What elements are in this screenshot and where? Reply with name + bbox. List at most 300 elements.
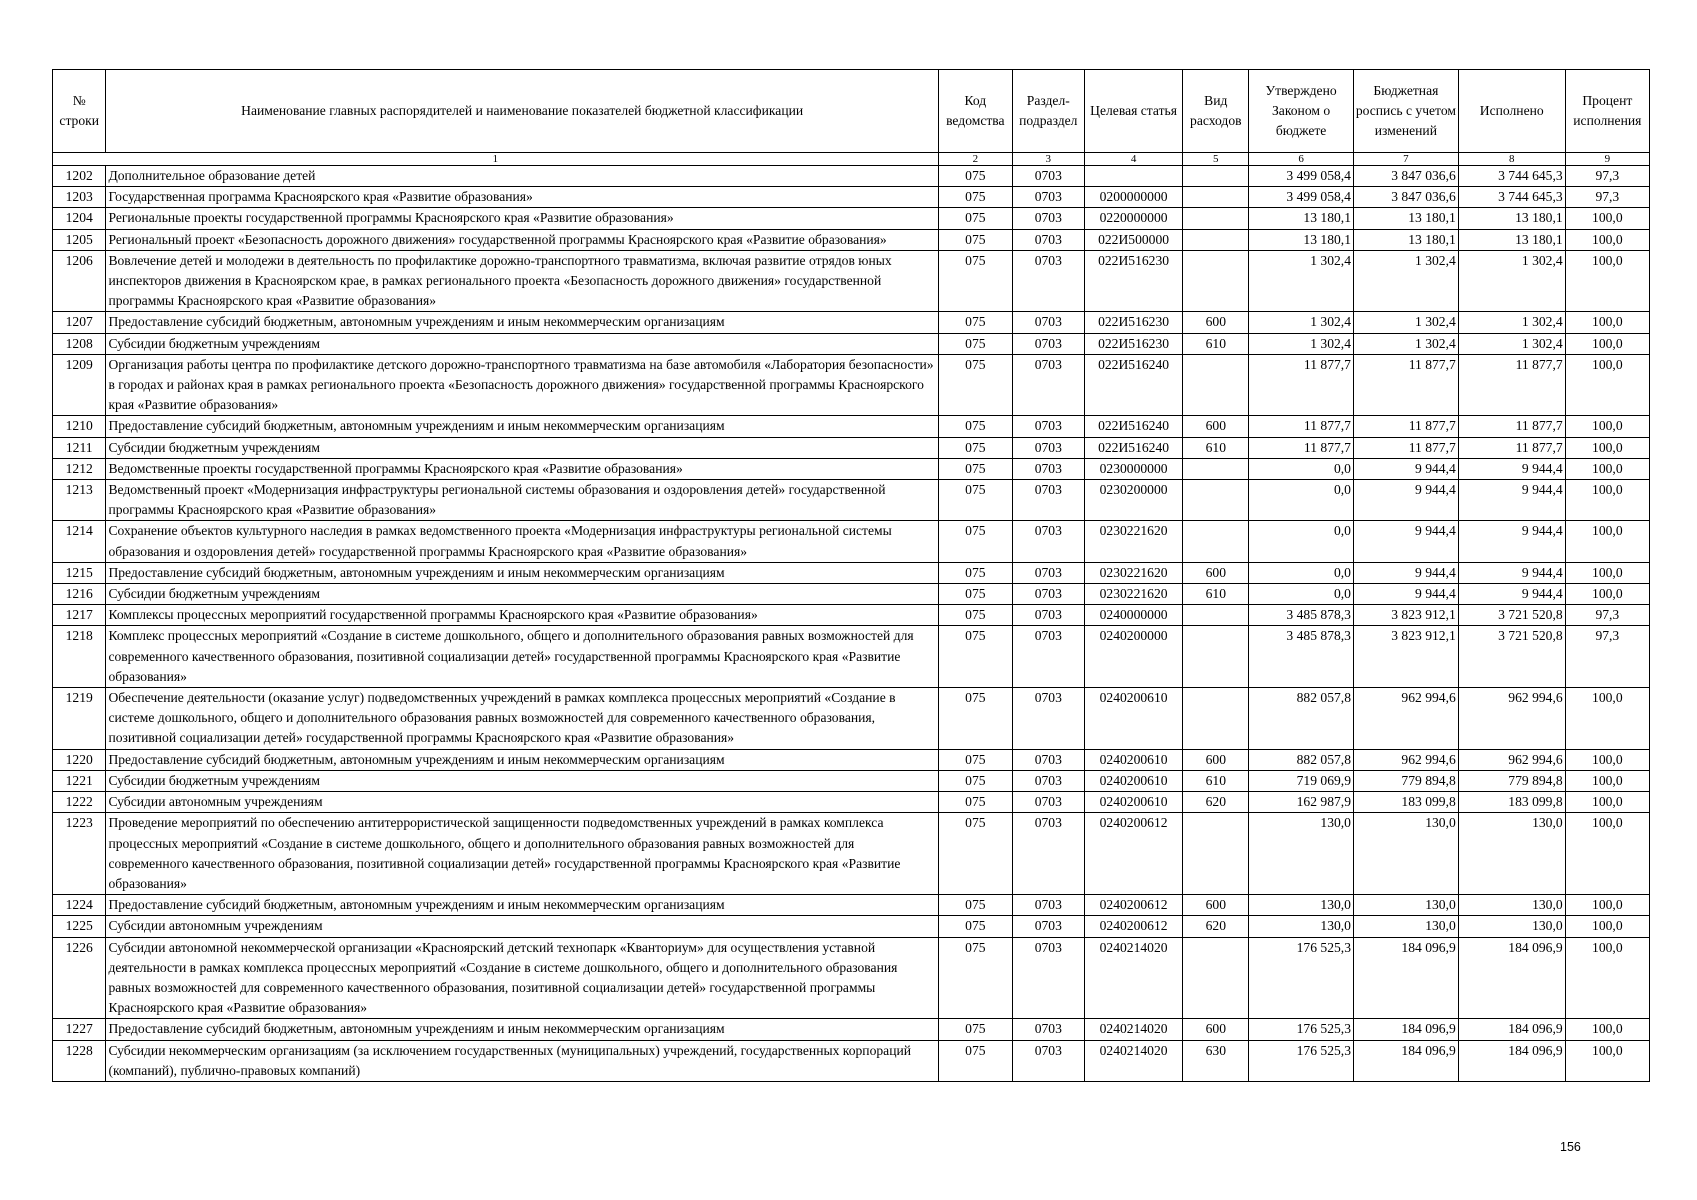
row-name-cell: Организация работы центра по профилактике детского дорожно-транспортного травматизма на базе автомобиля «Лаборатория безопасности» в городах и районах края в рамках регионального проекта «Безопасность дорожного движения» государственной программы Красноярского края «Развитие образования» bbox=[106, 354, 938, 416]
row-executed-cell: 9 944,4 bbox=[1458, 584, 1565, 605]
row-approved-cell: 0,0 bbox=[1249, 562, 1354, 583]
row-executed-cell: 11 877,7 bbox=[1458, 437, 1565, 458]
row-name-cell: Предоставление субсидий бюджетным, автономным учреждениям и иным некоммерческим организациям bbox=[106, 416, 938, 437]
row-number-cell: 1208 bbox=[53, 333, 106, 354]
row-number-cell: 1226 bbox=[53, 937, 106, 1019]
row-expense-type-cell: 610 bbox=[1183, 584, 1249, 605]
col-header-section: Раздел-подраздел bbox=[1012, 70, 1084, 153]
row-number-cell: 1213 bbox=[53, 480, 106, 521]
row-percent-cell: 100,0 bbox=[1565, 354, 1649, 416]
row-expense-type-cell: 630 bbox=[1183, 1040, 1249, 1081]
row-budget-cell: 3 847 036,6 bbox=[1353, 187, 1458, 208]
row-name-cell: Субсидии автономным учреждениям bbox=[106, 916, 938, 937]
table-row bbox=[53, 416, 1650, 437]
row-name-cell: Сохранение объектов культурного наследия в рамках ведомственного проекта «Модернизация инфраструктуры региональной системы образования и оздоровления детей» государственной программы Красноярского края «Развитие образования» bbox=[106, 521, 938, 562]
row-budget-cell: 9 944,4 bbox=[1353, 562, 1458, 583]
row-executed-cell: 9 944,4 bbox=[1458, 562, 1565, 583]
col-number: 6 bbox=[1249, 153, 1354, 166]
row-percent-cell: 100,0 bbox=[1565, 749, 1649, 770]
row-dept-code-cell: 075 bbox=[938, 458, 1012, 479]
row-budget-cell: 11 877,7 bbox=[1353, 354, 1458, 416]
row-percent-cell: 97,3 bbox=[1565, 187, 1649, 208]
row-target-article-cell: 0230221620 bbox=[1084, 562, 1183, 583]
row-executed-cell: 13 180,1 bbox=[1458, 229, 1565, 250]
row-dept-code-cell: 075 bbox=[938, 937, 1012, 1019]
table-row bbox=[53, 749, 1650, 770]
row-executed-cell: 184 096,9 bbox=[1458, 1040, 1565, 1081]
row-section-cell: 0703 bbox=[1012, 584, 1084, 605]
row-section-cell: 0703 bbox=[1012, 229, 1084, 250]
row-target-article-cell: 0240200610 bbox=[1084, 792, 1183, 813]
row-budget-cell: 1 302,4 bbox=[1353, 250, 1458, 312]
row-approved-cell: 3 499 058,4 bbox=[1249, 187, 1354, 208]
row-number-cell: 1228 bbox=[53, 1040, 106, 1081]
row-executed-cell: 1 302,4 bbox=[1458, 312, 1565, 333]
row-section-cell: 0703 bbox=[1012, 208, 1084, 229]
row-budget-cell: 11 877,7 bbox=[1353, 437, 1458, 458]
row-section-cell: 0703 bbox=[1012, 250, 1084, 312]
row-name-cell: Государственная программа Красноярского края «Развитие образования» bbox=[106, 187, 938, 208]
row-approved-cell: 1 302,4 bbox=[1249, 333, 1354, 354]
row-dept-code-cell: 075 bbox=[938, 312, 1012, 333]
page-number: 156 bbox=[1560, 1140, 1581, 1154]
table-row bbox=[53, 312, 1650, 333]
col-header-exp-type: Вид расходов bbox=[1183, 70, 1249, 153]
row-percent-cell: 100,0 bbox=[1565, 521, 1649, 562]
row-percent-cell: 100,0 bbox=[1565, 480, 1649, 521]
header-row bbox=[53, 70, 1650, 153]
row-name-cell: Предоставление субсидий бюджетным, автономным учреждениям и иным некоммерческим организациям bbox=[106, 895, 938, 916]
col-number: 8 bbox=[1458, 153, 1565, 166]
row-percent-cell: 100,0 bbox=[1565, 813, 1649, 895]
table-row bbox=[53, 480, 1650, 521]
row-expense-type-cell: 600 bbox=[1183, 1019, 1249, 1040]
row-approved-cell: 0,0 bbox=[1249, 458, 1354, 479]
row-percent-cell: 100,0 bbox=[1565, 208, 1649, 229]
col-number: 3 bbox=[1012, 153, 1084, 166]
row-executed-cell: 11 877,7 bbox=[1458, 416, 1565, 437]
row-target-article-cell: 0240214020 bbox=[1084, 937, 1183, 1019]
row-approved-cell: 130,0 bbox=[1249, 916, 1354, 937]
row-budget-cell: 3 823 912,1 bbox=[1353, 605, 1458, 626]
row-budget-cell: 1 302,4 bbox=[1353, 312, 1458, 333]
row-executed-cell: 3 744 645,3 bbox=[1458, 187, 1565, 208]
row-section-cell: 0703 bbox=[1012, 749, 1084, 770]
col-header-row-no: № строки bbox=[53, 70, 106, 153]
row-budget-cell: 779 894,8 bbox=[1353, 770, 1458, 791]
row-budget-cell: 13 180,1 bbox=[1353, 208, 1458, 229]
row-name-cell: Ведомственный проект «Модернизация инфраструктуры региональной системы образования и оздоровления детей» государственной программы Красноярского края «Развитие образования» bbox=[106, 480, 938, 521]
row-expense-type-cell bbox=[1183, 187, 1249, 208]
row-approved-cell: 11 877,7 bbox=[1249, 416, 1354, 437]
row-name-cell: Дополнительное образование детей bbox=[106, 166, 938, 187]
row-percent-cell: 100,0 bbox=[1565, 250, 1649, 312]
row-percent-cell: 100,0 bbox=[1565, 229, 1649, 250]
table-row bbox=[53, 354, 1650, 416]
table-row bbox=[53, 333, 1650, 354]
row-target-article-cell: 0240200612 bbox=[1084, 813, 1183, 895]
table-row bbox=[53, 437, 1650, 458]
row-dept-code-cell: 075 bbox=[938, 187, 1012, 208]
col-header-name: Наименование главных распорядителей и наименование показателей бюджетной классификации bbox=[106, 70, 938, 153]
row-target-article-cell: 0220000000 bbox=[1084, 208, 1183, 229]
row-name-cell: Субсидии бюджетным учреждениям bbox=[106, 770, 938, 791]
row-executed-cell: 962 994,6 bbox=[1458, 749, 1565, 770]
row-budget-cell: 130,0 bbox=[1353, 916, 1458, 937]
row-dept-code-cell: 075 bbox=[938, 562, 1012, 583]
row-percent-cell: 100,0 bbox=[1565, 437, 1649, 458]
row-target-article-cell: 022И516240 bbox=[1084, 354, 1183, 416]
row-dept-code-cell: 075 bbox=[938, 916, 1012, 937]
row-name-cell: Предоставление субсидий бюджетным, автономным учреждениям и иным некоммерческим организациям bbox=[106, 749, 938, 770]
row-dept-code-cell: 075 bbox=[938, 208, 1012, 229]
row-percent-cell: 100,0 bbox=[1565, 1019, 1649, 1040]
row-section-cell: 0703 bbox=[1012, 1019, 1084, 1040]
row-number-cell: 1225 bbox=[53, 916, 106, 937]
row-approved-cell: 130,0 bbox=[1249, 895, 1354, 916]
row-expense-type-cell bbox=[1183, 688, 1249, 750]
row-name-cell: Субсидии автономной некоммерческой организации «Красноярский детский технопарк «Кванториум» для осуществления уставной деятельности в рамках комплекса процессных мероприятий «Создание в системе дошкольного, общего и дополнительного образования равных возможностей для современного качественного образования, позитивной социализации детей» государственной программы Красноярского края «Развитие образования» bbox=[106, 937, 938, 1019]
row-expense-type-cell bbox=[1183, 626, 1249, 688]
row-section-cell: 0703 bbox=[1012, 416, 1084, 437]
row-percent-cell: 100,0 bbox=[1565, 562, 1649, 583]
row-executed-cell: 184 096,9 bbox=[1458, 937, 1565, 1019]
row-target-article-cell: 022И516240 bbox=[1084, 416, 1183, 437]
row-name-cell: Предоставление субсидий бюджетным, автономным учреждениям и иным некоммерческим организациям bbox=[106, 1019, 938, 1040]
col-number: 7 bbox=[1353, 153, 1458, 166]
row-target-article-cell: 0240214020 bbox=[1084, 1040, 1183, 1081]
row-dept-code-cell: 075 bbox=[938, 416, 1012, 437]
row-dept-code-cell: 075 bbox=[938, 166, 1012, 187]
row-executed-cell: 130,0 bbox=[1458, 916, 1565, 937]
row-budget-cell: 9 944,4 bbox=[1353, 584, 1458, 605]
row-dept-code-cell: 075 bbox=[938, 749, 1012, 770]
row-target-article-cell: 0230221620 bbox=[1084, 584, 1183, 605]
row-number-cell: 1204 bbox=[53, 208, 106, 229]
row-dept-code-cell: 075 bbox=[938, 333, 1012, 354]
row-target-article-cell: 022И516230 bbox=[1084, 250, 1183, 312]
row-number-cell: 1221 bbox=[53, 770, 106, 791]
row-target-article-cell: 0240200610 bbox=[1084, 770, 1183, 791]
row-target-article-cell bbox=[1084, 166, 1183, 187]
row-name-cell: Предоставление субсидий бюджетным, автономным учреждениям и иным некоммерческим организациям bbox=[106, 562, 938, 583]
row-target-article-cell: 0230221620 bbox=[1084, 521, 1183, 562]
row-budget-cell: 962 994,6 bbox=[1353, 749, 1458, 770]
row-executed-cell: 13 180,1 bbox=[1458, 208, 1565, 229]
row-approved-cell: 162 987,9 bbox=[1249, 792, 1354, 813]
row-target-article-cell: 0240200610 bbox=[1084, 688, 1183, 750]
row-dept-code-cell: 075 bbox=[938, 688, 1012, 750]
row-name-cell: Субсидии бюджетным учреждениям bbox=[106, 584, 938, 605]
row-number-cell: 1205 bbox=[53, 229, 106, 250]
row-approved-cell: 0,0 bbox=[1249, 521, 1354, 562]
row-section-cell: 0703 bbox=[1012, 792, 1084, 813]
row-target-article-cell: 022И516230 bbox=[1084, 312, 1183, 333]
row-name-cell: Ведомственные проекты государственной программы Красноярского края «Развитие образования» bbox=[106, 458, 938, 479]
row-name-cell: Субсидии бюджетным учреждениям bbox=[106, 333, 938, 354]
row-executed-cell: 184 096,9 bbox=[1458, 1019, 1565, 1040]
row-dept-code-cell: 075 bbox=[938, 437, 1012, 458]
row-dept-code-cell: 075 bbox=[938, 1019, 1012, 1040]
table-row bbox=[53, 1019, 1650, 1040]
row-name-cell: Комплекс процессных мероприятий «Создание в системе дошкольного, общего и дополнительного образования равных возможностей для современного качественного образования, позитивной социализации детей» государственной программы Красноярского края «Развитие образования» bbox=[106, 626, 938, 688]
row-executed-cell: 3 721 520,8 bbox=[1458, 605, 1565, 626]
row-name-cell: Субсидии бюджетным учреждениям bbox=[106, 437, 938, 458]
row-number-cell: 1202 bbox=[53, 166, 106, 187]
row-percent-cell: 100,0 bbox=[1565, 333, 1649, 354]
row-approved-cell: 11 877,7 bbox=[1249, 354, 1354, 416]
row-budget-cell: 9 944,4 bbox=[1353, 458, 1458, 479]
row-dept-code-cell: 075 bbox=[938, 229, 1012, 250]
row-section-cell: 0703 bbox=[1012, 187, 1084, 208]
row-target-article-cell: 0230200000 bbox=[1084, 480, 1183, 521]
row-percent-cell: 97,3 bbox=[1565, 626, 1649, 688]
row-executed-cell: 9 944,4 bbox=[1458, 521, 1565, 562]
row-dept-code-cell: 075 bbox=[938, 792, 1012, 813]
row-approved-cell: 176 525,3 bbox=[1249, 1019, 1354, 1040]
row-number-cell: 1203 bbox=[53, 187, 106, 208]
row-expense-type-cell bbox=[1183, 166, 1249, 187]
row-expense-type-cell bbox=[1183, 458, 1249, 479]
row-approved-cell: 719 069,9 bbox=[1249, 770, 1354, 791]
row-budget-cell: 9 944,4 bbox=[1353, 521, 1458, 562]
row-target-article-cell: 022И516230 bbox=[1084, 333, 1183, 354]
row-budget-cell: 183 099,8 bbox=[1353, 792, 1458, 813]
row-section-cell: 0703 bbox=[1012, 354, 1084, 416]
row-budget-cell: 9 944,4 bbox=[1353, 480, 1458, 521]
row-approved-cell: 0,0 bbox=[1249, 584, 1354, 605]
row-expense-type-cell bbox=[1183, 480, 1249, 521]
row-percent-cell: 100,0 bbox=[1565, 937, 1649, 1019]
row-executed-cell: 3 721 520,8 bbox=[1458, 626, 1565, 688]
row-expense-type-cell: 610 bbox=[1183, 770, 1249, 791]
row-number-cell: 1219 bbox=[53, 688, 106, 750]
row-dept-code-cell: 075 bbox=[938, 584, 1012, 605]
row-expense-type-cell bbox=[1183, 250, 1249, 312]
row-approved-cell: 13 180,1 bbox=[1249, 229, 1354, 250]
table-row bbox=[53, 1040, 1650, 1081]
table-row bbox=[53, 208, 1650, 229]
row-budget-cell: 962 994,6 bbox=[1353, 688, 1458, 750]
row-executed-cell: 130,0 bbox=[1458, 813, 1565, 895]
budget-table-sheet bbox=[52, 69, 1650, 1082]
row-approved-cell: 13 180,1 bbox=[1249, 208, 1354, 229]
row-section-cell: 0703 bbox=[1012, 895, 1084, 916]
row-executed-cell: 9 944,4 bbox=[1458, 458, 1565, 479]
row-number-cell: 1224 bbox=[53, 895, 106, 916]
row-section-cell: 0703 bbox=[1012, 562, 1084, 583]
row-dept-code-cell: 075 bbox=[938, 354, 1012, 416]
row-budget-cell: 11 877,7 bbox=[1353, 416, 1458, 437]
row-section-cell: 0703 bbox=[1012, 333, 1084, 354]
table-row bbox=[53, 813, 1650, 895]
row-section-cell: 0703 bbox=[1012, 437, 1084, 458]
col-number: 5 bbox=[1183, 153, 1249, 166]
row-section-cell: 0703 bbox=[1012, 480, 1084, 521]
row-budget-cell: 3 823 912,1 bbox=[1353, 626, 1458, 688]
row-expense-type-cell bbox=[1183, 937, 1249, 1019]
table-row bbox=[53, 605, 1650, 626]
row-dept-code-cell: 075 bbox=[938, 605, 1012, 626]
row-approved-cell: 1 302,4 bbox=[1249, 250, 1354, 312]
row-budget-cell: 130,0 bbox=[1353, 895, 1458, 916]
row-approved-cell: 176 525,3 bbox=[1249, 937, 1354, 1019]
row-name-cell: Вовлечение детей и молодежи в деятельность по профилактике дорожно-транспортного травматизма, включая развитие отрядов юных инспекторов движения в Красноярском крае, в рамках регионального проекта «Безопасность дорожного движения» государственной программы Красноярского края «Развитие образования» bbox=[106, 250, 938, 312]
row-number-cell: 1218 bbox=[53, 626, 106, 688]
row-expense-type-cell: 600 bbox=[1183, 416, 1249, 437]
col-header-percent: Процент исполнения bbox=[1565, 70, 1649, 153]
table-row bbox=[53, 770, 1650, 791]
row-expense-type-cell bbox=[1183, 208, 1249, 229]
row-expense-type-cell: 600 bbox=[1183, 312, 1249, 333]
row-name-cell: Региональный проект «Безопасность дорожного движения» государственной программы Красноярского края «Развитие образования» bbox=[106, 229, 938, 250]
row-dept-code-cell: 075 bbox=[938, 521, 1012, 562]
table-row bbox=[53, 521, 1650, 562]
row-budget-cell: 184 096,9 bbox=[1353, 937, 1458, 1019]
table-row bbox=[53, 562, 1650, 583]
table-row bbox=[53, 916, 1650, 937]
row-name-cell: Предоставление субсидий бюджетным, автономным учреждениям и иным некоммерческим организациям bbox=[106, 312, 938, 333]
row-name-cell: Обеспечение деятельности (оказание услуг) подведомственных учреждений в рамках комплекса процессных мероприятий «Создание в системе дошкольного, общего и дополнительного образования равных возможностей для современного качественного образования, позитивной социализации детей» государственной программы Красноярского края «Развитие образования» bbox=[106, 688, 938, 750]
row-approved-cell: 1 302,4 bbox=[1249, 312, 1354, 333]
table-row bbox=[53, 458, 1650, 479]
budget-execution-table bbox=[52, 69, 1650, 1082]
col-number: 1 bbox=[53, 153, 939, 166]
row-approved-cell: 882 057,8 bbox=[1249, 688, 1354, 750]
column-number-row bbox=[53, 153, 1650, 166]
row-expense-type-cell bbox=[1183, 229, 1249, 250]
row-percent-cell: 100,0 bbox=[1565, 584, 1649, 605]
row-percent-cell: 97,3 bbox=[1565, 605, 1649, 626]
row-number-cell: 1217 bbox=[53, 605, 106, 626]
row-percent-cell: 100,0 bbox=[1565, 1040, 1649, 1081]
row-number-cell: 1220 bbox=[53, 749, 106, 770]
row-number-cell: 1207 bbox=[53, 312, 106, 333]
table-row bbox=[53, 895, 1650, 916]
table-row bbox=[53, 187, 1650, 208]
row-number-cell: 1227 bbox=[53, 1019, 106, 1040]
row-approved-cell: 176 525,3 bbox=[1249, 1040, 1354, 1081]
row-section-cell: 0703 bbox=[1012, 605, 1084, 626]
row-executed-cell: 11 877,7 bbox=[1458, 354, 1565, 416]
row-target-article-cell: 0240200610 bbox=[1084, 749, 1183, 770]
row-executed-cell: 779 894,8 bbox=[1458, 770, 1565, 791]
row-percent-cell: 100,0 bbox=[1565, 416, 1649, 437]
row-percent-cell: 100,0 bbox=[1565, 458, 1649, 479]
row-name-cell: Проведение мероприятий по обеспечению антитеррористической защищенности подведомственных учреждений в рамках комплекса процессных мероприятий «Создание в системе дошкольного, общего и дополнительного образования равных возможностей для современного качественного образования, позитивной социализации детей» государственной программы Красноярского края «Развитие образования» bbox=[106, 813, 938, 895]
row-percent-cell: 100,0 bbox=[1565, 688, 1649, 750]
row-dept-code-cell: 075 bbox=[938, 250, 1012, 312]
row-section-cell: 0703 bbox=[1012, 770, 1084, 791]
row-number-cell: 1222 bbox=[53, 792, 106, 813]
row-approved-cell: 882 057,8 bbox=[1249, 749, 1354, 770]
row-section-cell: 0703 bbox=[1012, 626, 1084, 688]
row-expense-type-cell bbox=[1183, 605, 1249, 626]
row-dept-code-cell: 075 bbox=[938, 770, 1012, 791]
row-budget-cell: 184 096,9 bbox=[1353, 1019, 1458, 1040]
row-executed-cell: 3 744 645,3 bbox=[1458, 166, 1565, 187]
row-dept-code-cell: 075 bbox=[938, 813, 1012, 895]
row-expense-type-cell: 620 bbox=[1183, 792, 1249, 813]
col-header-approved: Утверждено Законом о бюджете bbox=[1249, 70, 1354, 153]
row-budget-cell: 130,0 bbox=[1353, 813, 1458, 895]
row-target-article-cell: 0240200000 bbox=[1084, 626, 1183, 688]
row-budget-cell: 1 302,4 bbox=[1353, 333, 1458, 354]
row-expense-type-cell bbox=[1183, 354, 1249, 416]
row-percent-cell: 100,0 bbox=[1565, 895, 1649, 916]
row-approved-cell: 3 485 878,3 bbox=[1249, 605, 1354, 626]
row-number-cell: 1214 bbox=[53, 521, 106, 562]
row-section-cell: 0703 bbox=[1012, 688, 1084, 750]
row-approved-cell: 11 877,7 bbox=[1249, 437, 1354, 458]
row-approved-cell: 130,0 bbox=[1249, 813, 1354, 895]
table-row bbox=[53, 688, 1650, 750]
row-expense-type-cell: 600 bbox=[1183, 895, 1249, 916]
row-number-cell: 1216 bbox=[53, 584, 106, 605]
row-section-cell: 0703 bbox=[1012, 458, 1084, 479]
row-dept-code-cell: 075 bbox=[938, 895, 1012, 916]
row-executed-cell: 1 302,4 bbox=[1458, 250, 1565, 312]
row-target-article-cell: 0200000000 bbox=[1084, 187, 1183, 208]
row-target-article-cell: 0240200612 bbox=[1084, 916, 1183, 937]
row-section-cell: 0703 bbox=[1012, 916, 1084, 937]
row-approved-cell: 0,0 bbox=[1249, 480, 1354, 521]
col-number: 2 bbox=[938, 153, 1012, 166]
row-expense-type-cell: 610 bbox=[1183, 333, 1249, 354]
row-expense-type-cell: 600 bbox=[1183, 749, 1249, 770]
row-section-cell: 0703 bbox=[1012, 813, 1084, 895]
row-number-cell: 1212 bbox=[53, 458, 106, 479]
table-row bbox=[53, 229, 1650, 250]
row-executed-cell: 130,0 bbox=[1458, 895, 1565, 916]
row-name-cell: Субсидии автономным учреждениям bbox=[106, 792, 938, 813]
table-row bbox=[53, 792, 1650, 813]
row-number-cell: 1210 bbox=[53, 416, 106, 437]
row-name-cell: Региональные проекты государственной программы Красноярского края «Развитие образования» bbox=[106, 208, 938, 229]
row-executed-cell: 183 099,8 bbox=[1458, 792, 1565, 813]
row-budget-cell: 13 180,1 bbox=[1353, 229, 1458, 250]
row-budget-cell: 3 847 036,6 bbox=[1353, 166, 1458, 187]
row-expense-type-cell: 620 bbox=[1183, 916, 1249, 937]
row-target-article-cell: 022И516240 bbox=[1084, 437, 1183, 458]
row-executed-cell: 9 944,4 bbox=[1458, 480, 1565, 521]
row-percent-cell: 100,0 bbox=[1565, 792, 1649, 813]
row-percent-cell: 100,0 bbox=[1565, 916, 1649, 937]
row-number-cell: 1223 bbox=[53, 813, 106, 895]
row-approved-cell: 3 499 058,4 bbox=[1249, 166, 1354, 187]
row-number-cell: 1211 bbox=[53, 437, 106, 458]
row-expense-type-cell: 610 bbox=[1183, 437, 1249, 458]
table-row bbox=[53, 166, 1650, 187]
row-section-cell: 0703 bbox=[1012, 166, 1084, 187]
row-number-cell: 1209 bbox=[53, 354, 106, 416]
row-percent-cell: 100,0 bbox=[1565, 770, 1649, 791]
table-row bbox=[53, 584, 1650, 605]
row-dept-code-cell: 075 bbox=[938, 626, 1012, 688]
row-executed-cell: 962 994,6 bbox=[1458, 688, 1565, 750]
table-row bbox=[53, 626, 1650, 688]
row-percent-cell: 100,0 bbox=[1565, 312, 1649, 333]
row-section-cell: 0703 bbox=[1012, 521, 1084, 562]
row-target-article-cell: 0240200612 bbox=[1084, 895, 1183, 916]
row-number-cell: 1206 bbox=[53, 250, 106, 312]
col-number: 9 bbox=[1565, 153, 1649, 166]
row-section-cell: 0703 bbox=[1012, 1040, 1084, 1081]
table-row bbox=[53, 937, 1650, 1019]
col-header-dept: Код ведомства bbox=[938, 70, 1012, 153]
row-budget-cell: 184 096,9 bbox=[1353, 1040, 1458, 1081]
row-percent-cell: 97,3 bbox=[1565, 166, 1649, 187]
